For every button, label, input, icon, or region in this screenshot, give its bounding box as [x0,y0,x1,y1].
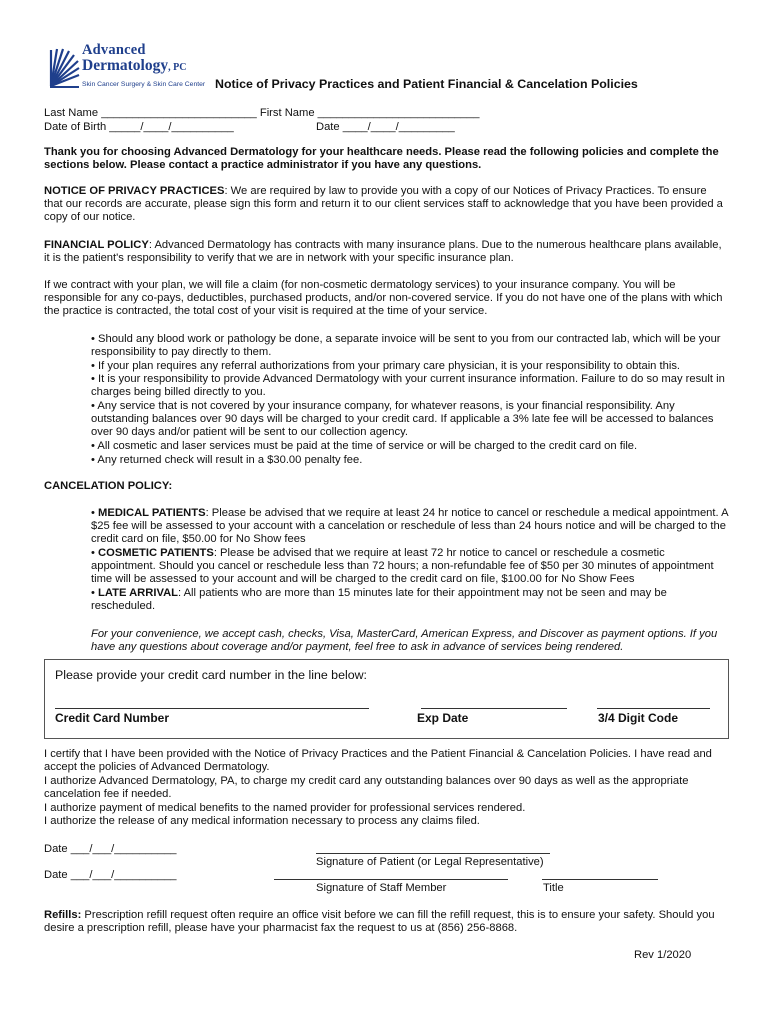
title-line[interactable] [542,879,658,880]
privacy-section [44,185,728,225]
logo-line1: Advanced [82,42,146,58]
refills-section: Refills: Prescription refill request often require an office visit before we can fill the refill request, this is to ensure your safety. Should you desire a prescription refill, please have your pharmacist fax the request to us at (856) 256-8868. [44,909,715,935]
staff-signature-line[interactable] [274,879,508,880]
exp-date-label: Exp Date [417,711,469,725]
financial-heading: FINANCIAL POLICY [44,239,149,251]
certify-line: I authorize the release of any medical information necessary to process any claims filed. [44,815,480,827]
intro-text: Thank you for choosing Advanced Dermatology for your healthcare needs. Please read the following policies and complete the sections below. Please contact a practice administrator if you have any questions. [44,146,719,172]
name-field-line[interactable]: Last Name _________________________ First Name __________________________ [44,107,480,119]
financial-text: : Advanced Dermatology has contracts with many insurance plans. Due to the numerous healthcare plans available, it is the patient's responsibility to verify that we are in network with your specific insurance plan. [44,239,722,265]
financial-section [44,239,728,265]
exp-date-line[interactable] [421,708,567,709]
code-label: 3/4 Digit Code [598,711,679,725]
medical-patients-policy: • MEDICAL PATIENTS: Please be advised that we require at least 24 hr notice to cancel or reschedule a medical appointment. A $25 fee will be assessed to your account with a cancelation or reschedule of less than 24 hours notice and will be charged to the credit card on file, $50.00 for No Show fees [91,507,728,546]
financial-bullet: • If your plan requires any referral authorizations from your primary care physician, it is your responsibility to obtain this. [91,360,681,372]
patient-signature-label: Signature of Patient (or Legal Representative) [316,856,544,868]
financial-para2: If we contract with your plan, we will file a claim (for non-cosmetic dermatology services) to your insurance company. You will be responsible for any co-pays, deductibles, purchased products, and/or non-covered service. If you do not have one of the plans with which the practice is contracted, the total cost of your visit is required at the time of your service. [44,279,723,318]
staff-signature-label: Signature of Staff Member [316,882,447,894]
privacy-heading: NOTICE OF PRIVACY PRACTICES [44,185,225,197]
logo [44,44,214,90]
credit-card-box [44,659,729,739]
cosmetic-patients-policy: • COSMETIC PATIENTS: Please be advised that we require at least 72 hr notice to cancel or reschedule a cosmetic appointment. Should you cancel or reschedule less than 72 hours; a non-refundable fee of $50 per 30 minutes of appointment time will be assessed to your account and will be charged to the credit card on file, $100.00 for No Show Fees [91,547,714,586]
document-title: Notice of Privacy Practices and Patient Financial & Cancelation Policies [215,77,638,91]
financial-bullet: • It is your responsibility to provide Advanced Dermatology with your current insurance information. Failure to do so may result in charges being billed directly to you. [91,373,725,399]
card-number-label: Credit Card Number [55,711,170,725]
late-arrival-policy: • LATE ARRIVAL: All patients who are more than 15 minutes late for their appointment may not be seen and may be rescheduled. [91,587,667,613]
code-line[interactable] [597,708,710,709]
certify-line: I authorize Advanced Dermatology, PA, to charge my credit card any outstanding balances over 90 days as well as the appropriate cancelation fee if needed. [44,775,689,801]
financial-bullet: • Any returned check will result in a $30.00 penalty fee. [91,454,363,466]
dob-field-line[interactable]: Date of Birth _____/____/__________ [44,121,234,133]
payment-note: For your convenience, we accept cash, checks, Visa, MasterCard, American Express, and Discover as payment options. If you have any questions about coverage and/or payment, feel free to ask in advance of services being rendered. [91,628,718,654]
logo-tagline: Skin Cancer Surgery & Skin Care Center [82,81,206,88]
date-line-2[interactable]: Date ___/___/__________ [44,869,177,881]
financial-bullet: • All cosmetic and laser services must be paid at the time of service or will be charged to the credit card on file. [91,440,638,452]
cancelation-heading: CANCELATION POLICY: [44,480,173,492]
card-number-line[interactable] [55,708,369,709]
date-field-line[interactable]: Date ____/____/_________ [316,121,455,133]
certify-line: I authorize payment of medical benefits to the named provider for professional services rendered. [44,802,526,814]
certify-line: I certify that I have been provided with the Notice of Privacy Practices and the Patient Financial & Cancelation Policies. I have read and accept the policies of Advanced Dermatology. [44,748,712,774]
financial-bullet: • Should any blood work or pathology be done, a separate invoice will be sent to you from our contracted lab, which will be your responsibility to pay directly to them. [91,333,721,359]
card-prompt: Please provide your credit card number in the line below: [55,668,367,682]
privacy-text: : We are required by law to provide you with a copy of our Notices of Privacy Practices. To ensure that our records are accurate, please sign this form and return it to our client services staff to acknowledge that you have been provided a copy of our notice. [44,185,723,224]
financial-bullet: • Any service that is not covered by your insurance company, for whatever reasons, is your financial responsibility. Any outstanding balances over 90 days will be charged to your credit card. If applicable a 3% late fee will be accessed to balances over 90 days and/or patient will be sent to our collection agency. [91,400,714,439]
date-line-1[interactable]: Date ___/___/__________ [44,843,177,855]
patient-signature-line[interactable] [316,853,550,854]
logo-line2: Dermatology, PC [82,57,187,74]
logo-sunburst-icon [48,46,80,88]
revision-label: Rev 1/2020 [634,949,692,961]
title-label: Title [543,882,564,894]
